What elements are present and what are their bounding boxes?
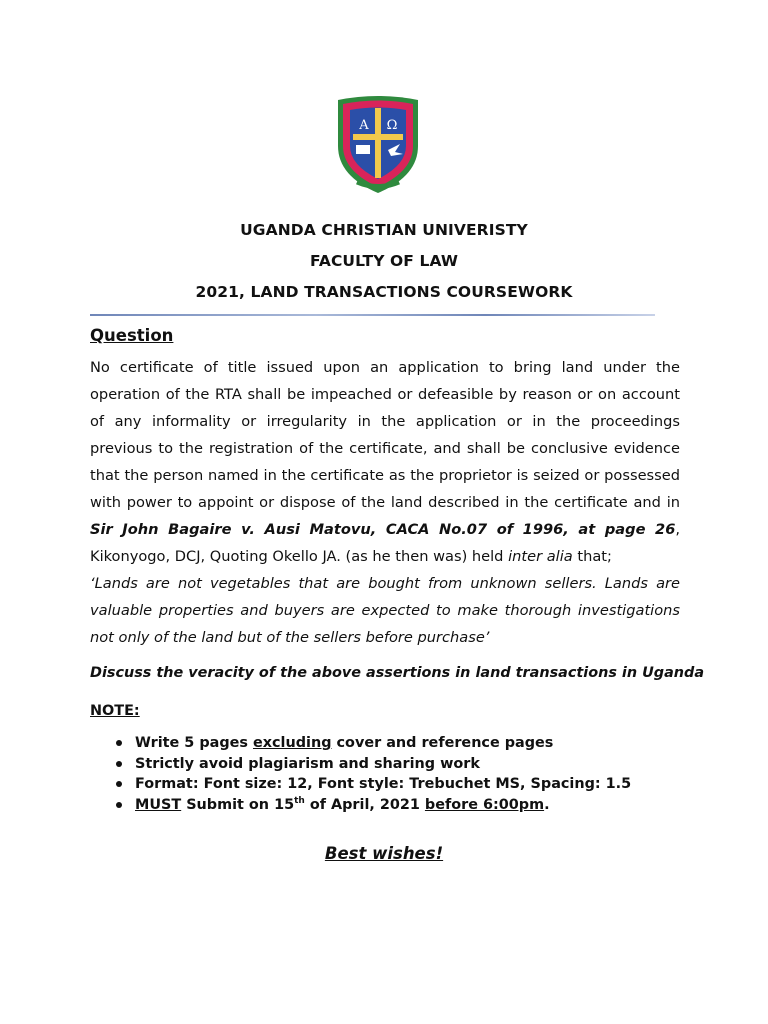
list-item: MUST Submit on 15th of April, 2021 before 6:00pm. [90,795,631,816]
instruction-list [90,733,631,815]
university-crest-icon [333,94,423,196]
question-paragraph: No certificate of title issued upon an application to bring land under the operation of the RTA shall be impeached or defeasible by reason or on account of any informality or irregularity in the application or in the proceedings previous to the registration of the certificate, and shall be conclusive evidence that the person named in the certificate as the proprietor is seized or possessed with power to appoint or dispose of the land described in the certificate and in Sir John Bagaire v. Ausi Matovu, CACA No.07 of 1996, at page 26, Kikonyogo, DCJ, Quoting Okello JA. (as he then was) held inter alia that; [90,359,680,565]
question-title: Question [90,326,174,345]
list-item: Strictly avoid plagiarism and sharing work [90,754,631,775]
discussion-prompt: Discuss the veracity of the above assertions in land transactions in Uganda [90,665,705,681]
svg-text:Ω: Ω [386,118,398,133]
svg-text:A: A [359,118,369,133]
university-name: UGANDA CHRISTIAN UNIVERISTY [240,221,528,239]
course-title: 2021, LAND TRANSACTIONS COURSEWORK [195,283,573,301]
faculty-name: FACULTY OF LAW [309,252,459,270]
quoted-holding: ‘Lands are not vegetables that are bought from unknown sellers. Lands are valuable properties and buyers are expected to make thorough investigations not only of the land but of the sellers before purchase’ [90,575,680,646]
header-divider [90,314,655,316]
note-label: NOTE: [90,703,140,719]
list-item: Format: Font size: 12, Font style: Trebuchet MS, Spacing: 1.5 [90,774,631,795]
closing-wishes: Best wishes! [324,844,444,863]
case-citation: Sir John Bagaire v. Ausi Matovu, CACA No.07 of 1996, at page 26 [90,521,676,538]
list-item: Write 5 pages excluding cover and reference pages [90,733,631,754]
